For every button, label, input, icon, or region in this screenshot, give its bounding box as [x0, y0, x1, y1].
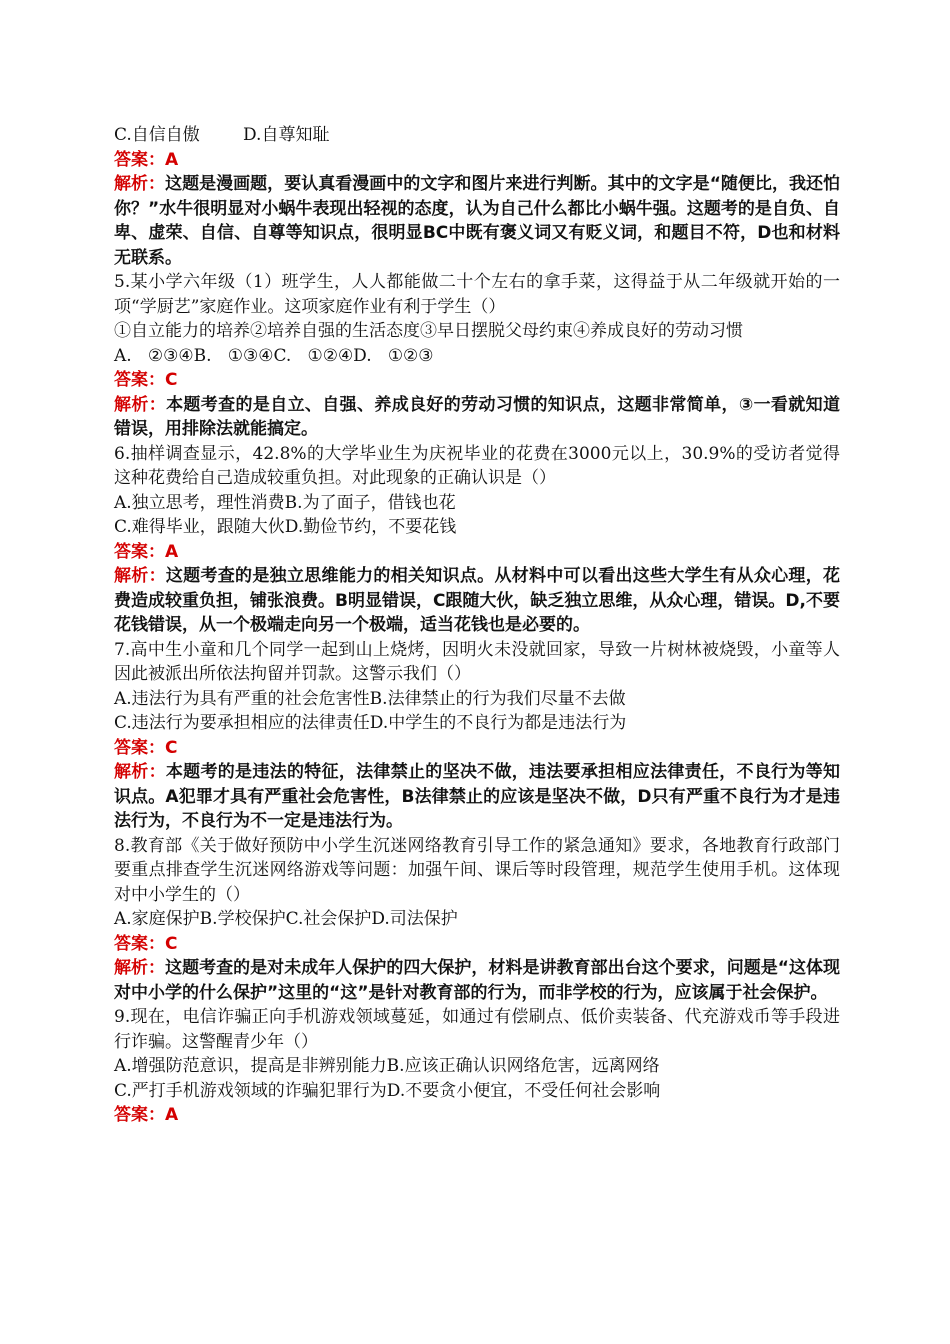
explanation-label: 解析： — [114, 566, 166, 586]
answer-label: 答案： — [114, 1105, 165, 1125]
q5-explanation — [114, 393, 840, 442]
answer-value: C — [165, 737, 178, 758]
answer-label: 答案： — [114, 933, 165, 954]
q4-options-cd: C.自信自傲 D.自尊知耻 — [114, 125, 330, 145]
answer-label: 答案： — [114, 541, 165, 562]
q9-options-ab: A.增强防范意识，提高是非辨别能力B.应该正确认识网络危害，远离网络 — [114, 1056, 660, 1076]
q6-stem: 6.抽样调查显示，42.8%的大学毕业生为庆祝毕业的花费在3000元以上，30.9%的受访者觉得这种花费给自己造成较重负担。对此现象的正确认识是（） — [114, 443, 840, 488]
q8-answer — [114, 932, 840, 957]
q7-options-ab: A.违法行为具有严重的社会危害性B.法律禁止的行为我们尽量不去做 — [114, 688, 626, 709]
explanation-text: 这题考查的是对未成年人保护的四大保护，材料是讲教育部出台这个要求，问题是“这体现对中小学的什么保护”这里的“这”是针对教育部的行为，而非学校的行为，应该属于社会保护。 — [114, 958, 841, 1003]
q9-options-cd: C.严打手机游戏领域的诈骗犯罪行为D.不要贪小便宜，不受任何社会影响 — [114, 1080, 661, 1101]
explanation-text: 本题考查的是自立、自强、养成良好的劳动习惯的知识点，这题非常简单，③一看就知道错误，用排除法就能搞定。 — [114, 394, 840, 439]
q7-explanation — [114, 760, 840, 834]
answer-value: A — [165, 149, 179, 170]
answer-value: A — [165, 1105, 179, 1125]
q8-options: A.家庭保护B.学校保护C.社会保护D.司法保护 — [114, 909, 458, 929]
q6-options-ab: A.独立思考，理性消费B.为了面子，借钱也花 — [114, 492, 456, 513]
answer-value: C — [165, 370, 178, 390]
answer-value: A — [165, 541, 179, 562]
q8-stem: 8.教育部《关于做好预防中小学生沉迷网络教育引导工作的紧急通知》要求，各地教育行政部门要重点排查学生沉迷网络游戏等问题：加强午间、课后等时段管理，规范学生使用手机。这体现对中小学生的（） — [114, 835, 840, 905]
q4-explanation — [114, 172, 840, 270]
q9-stem: 9.现在，电信诈骗正向手机游戏领域蔓延，如通过有偿刷点、低价卖装备、代充游戏币等手段进行诈骗。这警醒青少年（） — [114, 1007, 840, 1052]
q7-answer — [114, 736, 840, 761]
q4-answer — [114, 148, 840, 173]
answer-value: C — [165, 933, 178, 954]
explanation-label: 解析： — [114, 958, 166, 978]
q7-stem: 7.高中生小童和几个同学一起到山上烧烤，因明火未没就回家，导致一片树林被烧毁，小童等人因此被派出所依法拘留并罚款。这警示我们（） — [114, 639, 840, 684]
q6-explanation — [114, 564, 840, 638]
q5-answer — [114, 368, 840, 393]
q6-options-cd: C.难得毕业，跟随大伙D.勤俭节约，不要花钱 — [114, 517, 457, 537]
answer-label: 答案： — [114, 370, 165, 390]
q7-options-cd: C.违法行为要承担相应的法律责任D.中学生的不良行为都是违法行为 — [114, 713, 627, 733]
q5-items: ①自立能力的培养②培养自强的生活态度③早日摆脱父母约束④养成良好的劳动习惯 — [114, 321, 743, 341]
explanation-text: 这题考查的是独立思维能力的相关知识点。从材料中可以看出这些大学生有从众心理，花费造成较重负担，铺张浪费。B明显错误，C跟随大伙，缺乏独立思维，从众心理，错误。D,不要花钱错误，从一个极端走向另一个极端，适当花钱也是必要的。 — [114, 566, 841, 635]
explanation-label: 解析： — [114, 394, 167, 415]
q9-answer — [114, 1103, 840, 1128]
explanation-text: 本题考的是违法的特征，法律禁止的坚决不做，违法要承担相应法律责任，不良行为等知识点。A犯罪才具有严重社会危害性，B法律禁止的应该是坚决不做，D只有严重不良行为才是违法行为，不良行为不一定是违法行为。 — [114, 762, 841, 831]
q8-explanation — [114, 956, 840, 1005]
q5-stem: 5.某小学六年级（1）班学生，人人都能做二十个左右的拿手菜，这得益于从二年级就开始的一项“学厨艺”家庭作业。这项家庭作业有利于学生（） — [114, 272, 840, 317]
q6-answer — [114, 540, 840, 565]
q5-options: A. ②③④B. ①③④C. ①②④D. ①②③ — [114, 345, 434, 366]
answer-label: 答案： — [114, 149, 165, 170]
explanation-text: 这题是漫画题，要认真看漫画中的文字和图片来进行判断。其中的文字是“随便比，我还怕你？”水牛很明显对小蜗牛表现出轻视的态度，认为自己什么都比小蜗牛强。这题考的是自负、自卑、虚荣、自信、自尊等知识点，很明显BC中既有褒义词又有贬义词，和题目不符，D也和材料无联系。 — [114, 174, 841, 268]
document-page — [114, 123, 840, 1128]
explanation-label: 解析： — [114, 762, 166, 782]
explanation-label: 解析： — [114, 174, 166, 194]
answer-label: 答案： — [114, 737, 165, 758]
